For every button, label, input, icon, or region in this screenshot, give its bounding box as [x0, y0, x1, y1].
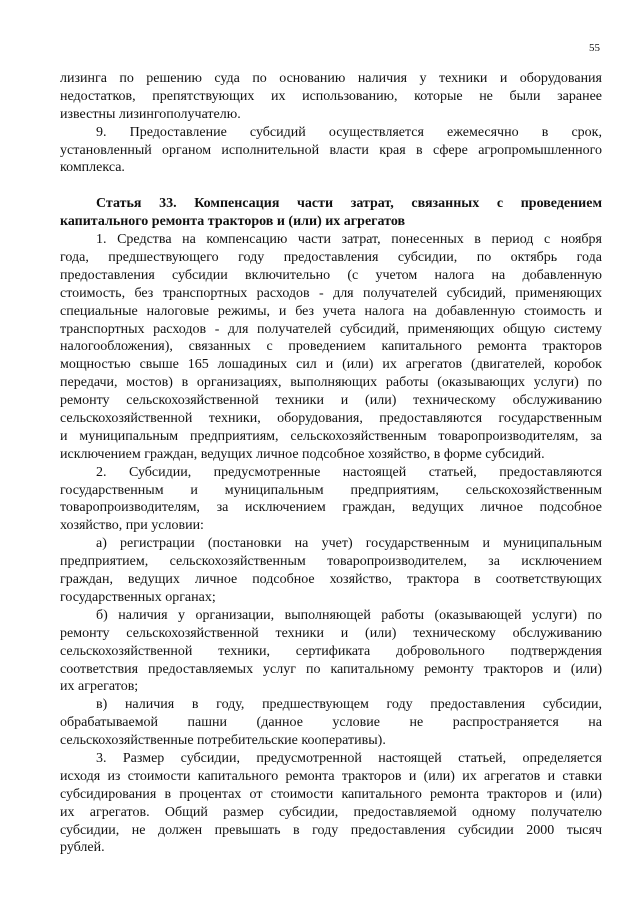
text-line: хозяйство, при условии: [60, 518, 204, 534]
paragraph-point-2 [60, 464, 602, 536]
text-line: недостатков, препятствующих их использованию, которые не были заранее [60, 88, 602, 104]
text-line: а) регистрации (постановки на учет) государственным и муниципальным [96, 536, 602, 552]
text-line: специальные налоговые режимы, и без учета налога на добавленную стоимость и [60, 303, 602, 319]
paragraph-point-1 [60, 231, 602, 464]
text-line: 9. Предоставление субсидий осуществляется ежемесячно в срок, [96, 124, 602, 140]
text-line: известны лизингополучателю. [60, 106, 241, 122]
text-line: установленный органом исполнительной власти края в сфере агропромышленного [60, 142, 602, 158]
paragraph-subpoint-v [60, 696, 602, 750]
text-line: 2. Субсидии, предусмотренные настоящей статьей, предоставляются [96, 464, 602, 480]
text-line: б) наличия у организации, выполняющей работы (оказывающей услуги) по [96, 607, 602, 623]
document-body [60, 70, 602, 857]
text-line: их агрегатов. Общий размер субсидии, предоставляемой одному получателю [60, 804, 602, 820]
text-line: граждан, ведущих личное подсобное хозяйство, трактора в соответствующих [60, 572, 602, 588]
text-line: сельскохозяйственной техники, сертификата добровольного подтверждения [60, 643, 602, 659]
paragraph-point-3 [60, 750, 602, 857]
text-line: исходя из стоимости капитального ремонта тракторов и (или) их агрегатов и ставки [60, 768, 602, 784]
text-line: 3. Размер субсидии, предусмотренной настоящей статьей, определяется [96, 750, 602, 766]
text-line: и муниципальным предприятиям, сельскохозяйственным товаропроизводителям, за [60, 428, 602, 444]
text-line: рублей. [60, 840, 105, 856]
heading-line: капитального ремонта тракторов и (или) их агрегатов [60, 214, 406, 230]
text-line: комплекса. [60, 160, 125, 176]
text-line: сельскохозяйственные потребительские кооперативы). [60, 733, 386, 749]
text-line: товаропроизводителям, за исключением граждан, ведущих личное подсобное [60, 500, 602, 516]
text-line: предоставления субсидии включительно (с учетом налога на добавленную [60, 267, 602, 283]
text-line: государственных органах; [60, 589, 216, 605]
paragraph-item-9 [60, 124, 602, 178]
text-line: субсидирования в процентах от стоимости капитального ремонта тракторов и (или) [60, 786, 602, 802]
paragraph-leasing-continuation [60, 70, 602, 124]
text-line: ремонту сельскохозяйственной техники и (или) техническому обслуживанию [60, 625, 602, 641]
text-line: мощностью свыше 165 лошадиных сил и (или) их агрегатов (двигателей, коробок [60, 357, 602, 373]
text-line: 1. Средства на компенсацию части затрат, понесенных в период с ноября [96, 232, 602, 248]
text-line: сельскохозяйственной техники, оборудования, предоставляются государственным [60, 411, 602, 427]
text-line: в) наличия в году, предшествующем году предоставления субсидии, [96, 697, 602, 713]
article-33-heading [60, 195, 602, 231]
text-line: налогообложения), связанных с проведением капитального ремонта тракторов [60, 339, 602, 355]
text-line: субсидии, не должен превышать в году предоставления субсидии 2000 тысяч [60, 822, 602, 838]
text-line: года, предшествующего году предоставления субсидии, по октябрь года [60, 250, 602, 266]
text-line: ремонту сельскохозяйственной техники и (или) техническому обслуживанию [60, 393, 602, 409]
text-line: государственным и муниципальным предприятиям, сельскохозяйственным [60, 482, 602, 498]
text-line: соответствия предоставляемых услуг по капитальному ремонту тракторов и (или) [60, 661, 602, 677]
text-line: лизинга по решению суда по основанию наличия у техники и оборудования [60, 71, 602, 86]
text-line: передачи, мостов) в организациях, выполняющих работы (оказывающих услуги) по [60, 375, 602, 391]
text-line: исключением граждан, ведущих личное подсобное хозяйство, в форме субсидий. [60, 446, 545, 462]
text-line: транспортных расходов - для получателей субсидий, применяющих общую систему [60, 321, 602, 337]
paragraph-subpoint-b [60, 607, 602, 696]
text-line: стоимость, без транспортных расходов - для получателей субсидий, применяющих [60, 285, 602, 301]
text-line: предприятием, сельскохозяйственным товаропроизводителем, за исключением [60, 554, 602, 570]
text-line: их агрегатов; [60, 679, 139, 695]
heading-line: Статья 33. Компенсация части затрат, связанных с проведением [96, 196, 602, 212]
text-line: обрабатываемой пашни (данное условие не распространяется на [60, 715, 602, 731]
paragraph-subpoint-a [60, 535, 602, 607]
page-number: 55 [589, 42, 600, 54]
